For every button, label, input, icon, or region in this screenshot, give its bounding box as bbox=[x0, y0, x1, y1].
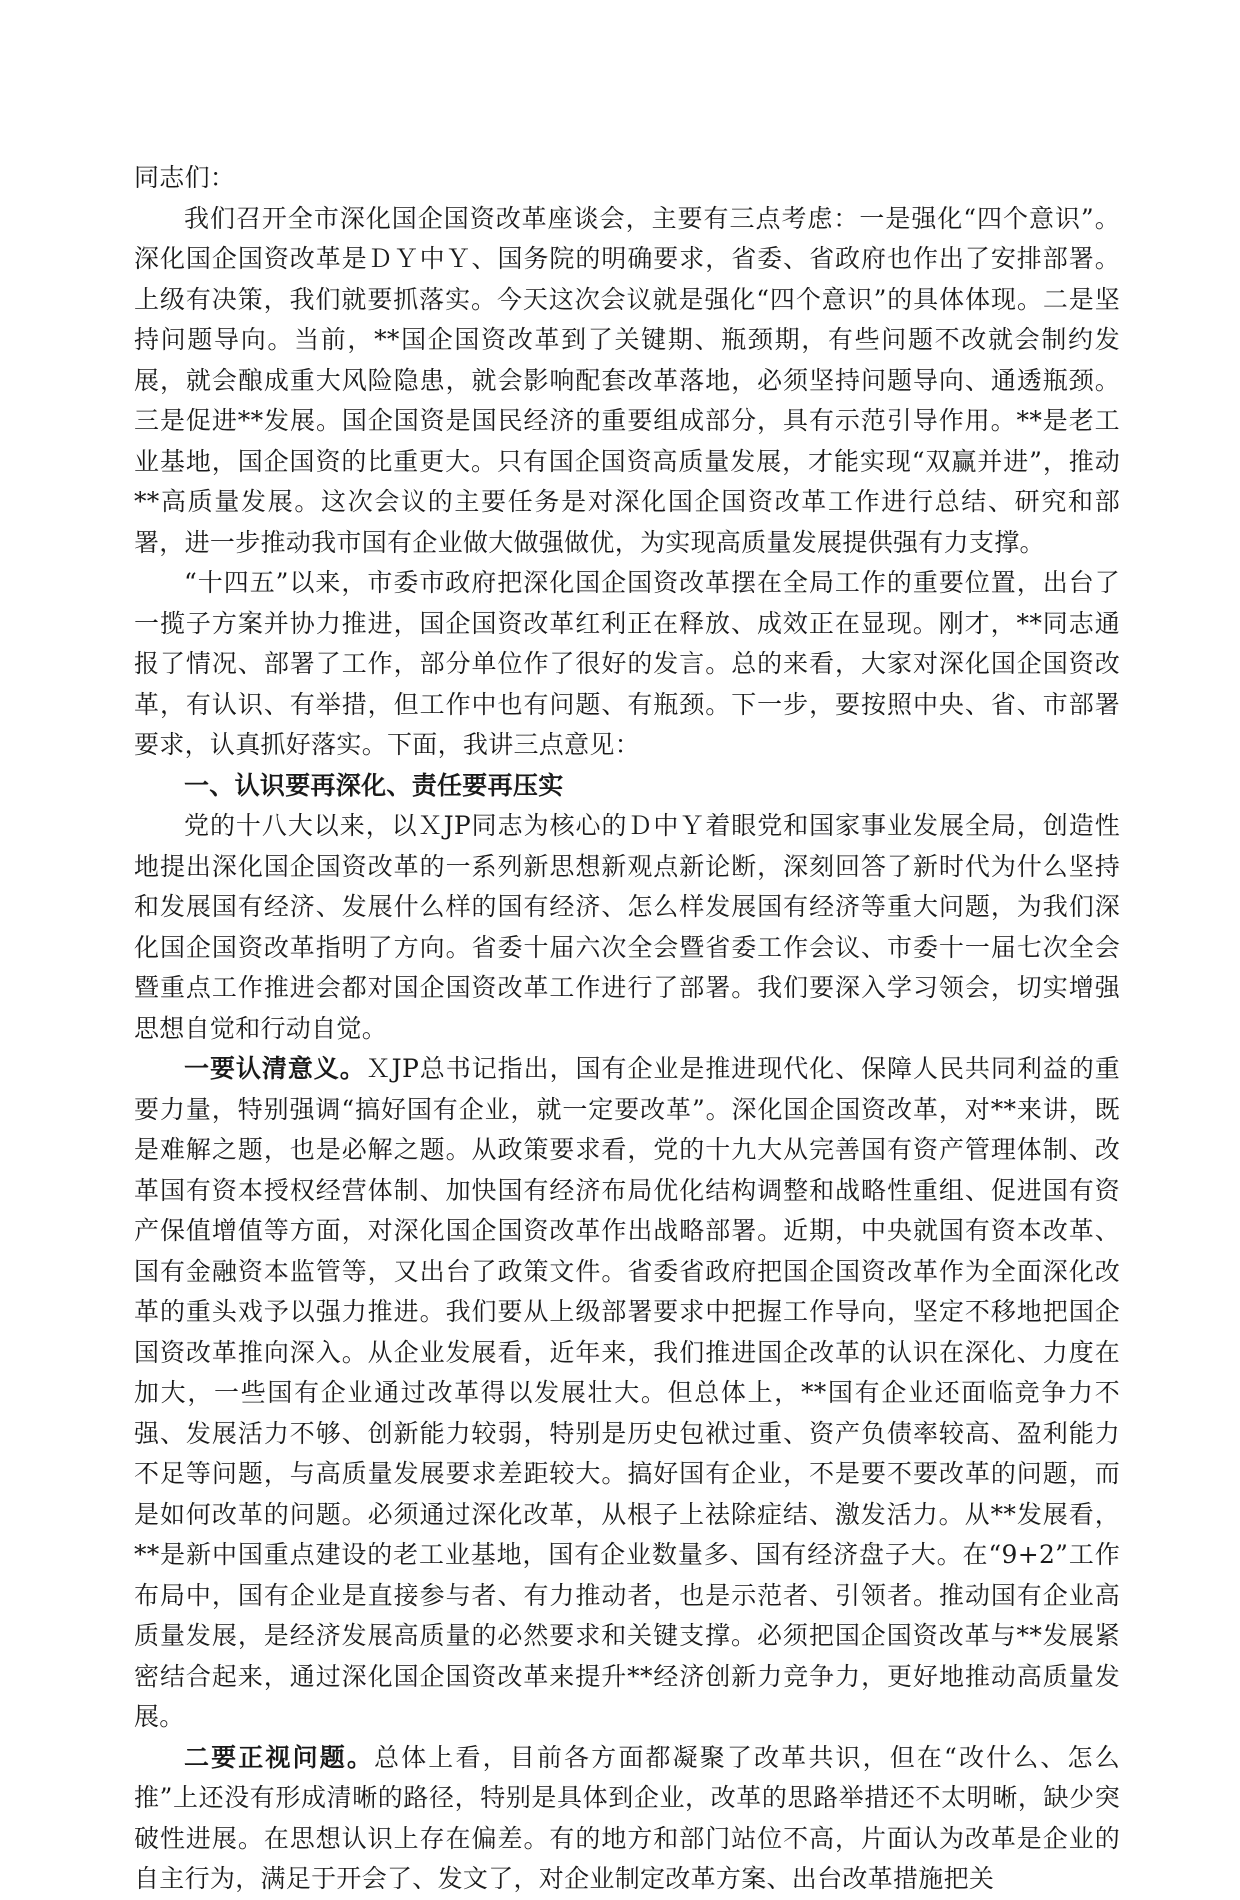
paragraph-significance bbox=[134, 1049, 1120, 1738]
salutation: 同志们： bbox=[134, 163, 236, 192]
paragraph-body-significance: ＸJP总书记指出，国有企业是推进现代化、保障人民共同利益的重要力量，特别强调“搞好国有企业，就一定要改革”。深化国企国资改革，对**来讲，既是难解之题，也是必解之题。从政策要求看，党的十九大从完善国有资产管理体制、改革国有资本授权经营体制、加快国有经济布局优化结构调整和战略性重组、促进国有资产保值增值等方面，对深化国企国资改革作出战略部署。近期，中央就国有资本改革、国有金融资本监管等，又出台了政策文件。省委省政府把国企国资改革作为全面深化改革的重头戏予以强力推进。我们要从上级部署要求中把握工作导向，坚定不移地把国企国资改革推向深入。从企业发展看，近年来，我们推进国企改革的认识在深化、力度在加大，一些国有企业通过改革得以发展壮大。但总体上，**国有企业还面临竞争力不强、发展活力不够、创新能力较弱，特别是历史包袱过重、资产负债率较高、盈利能力不足等问题，与高质量发展要求差距较大。搞好国有企业，不是要不要改革的问题，而是如何改革的问题。必须通过深化改革，从根子上祛除症结、激发活力。从**发展看，**是新中国重点建设的老工业基地，国有企业数量多、国有经济盘子大。在“9+2”工作布局中，国有企业是直接参与者、有力推动者，也是示范者、引领者。推动国有企业高质量发展，是经济发展高质量的必然要求和关键支撑。必须把国企国资改革与**发展紧密结合起来，通过深化国企国资改革来提升**经济创新力竞争力，更好地推动高质量发展。 bbox=[134, 1054, 1120, 1731]
section-heading-1: 一、认识要再深化、责任要再压实 bbox=[184, 770, 564, 800]
paragraph-intro: 我们召开全市深化国企国资改革座谈会，主要有三点考虑：一是强化“四个意识”。深化国企国资改革是ＤＹ中Ｙ、国务院的明确要求，省委、省政府也作出了安排部署。上级有决策，我们就要抓落实。今天这次会议就是强化“四个意识”的具体体现。二是坚持问题导向。当前，**国企国资改革到了关键期、瓶颈期，有些问题不改就会制约发展，就会酿成重大风险隐患，就会影响配套改革落地，必须坚持问题导向、通透瓶颈。三是促进**发展。国企国资是国民经济的重要组成部分，具有示范引导作用。**是老工业基地，国企国资的比重更大。只有国企国资高质量发展，才能实现“双赢并进”，推动**高质量发展。这次会议的主要任务是对深化国企国资改革工作进行总结、研究和部署，进一步推动我市国有企业做大做强做优，为实现高质量发展提供强有力支撑。 bbox=[134, 203, 1120, 557]
paragraph-section1-intro: 党的十八大以来，以ＸJP同志为核心的Ｄ中Ｙ着眼党和国家事业发展全局，创造性地提出深化国企国资改革的一系列新思想新观点新论断，深刻回答了新时代为什么坚持和发展国有经济、发展什么样的国有经济、怎么样发展国有经济等重大问题，为我们深化国企国资改革指明了方向。省委十届六次全会暨省委工作会议、市委十一届七次全会暨重点工作推进会都对国企国资改革工作进行了部署。我们要深入学习领会，切实增强思想自觉和行动自觉。 bbox=[134, 811, 1120, 1043]
paragraph-lead-problems: 二要正视问题。 bbox=[184, 1742, 375, 1772]
paragraph-problems bbox=[134, 1738, 1120, 1900]
paragraph-overview: “十四五”以来，市委市政府把深化国企国资改革摆在全局工作的重要位置，出台了一揽子方案并协力推进，国企国资改革红利正在释放、成效正在显现。刚才，**同志通报了情况、部署了工作，部分单位作了很好的发言。总的来看，大家对深化国企国资改革，有认识、有举措，但工作中也有问题、有瓶颈。下一步，要按照中央、省、市部署要求，认真抓好落实。下面，我讲三点意见： bbox=[134, 568, 1120, 759]
document-page bbox=[134, 158, 1120, 1900]
paragraph-lead-significance: 一要认清意义。 bbox=[184, 1054, 366, 1083]
paragraph-body-problems: 总体上看，目前各方面都凝聚了改革共识，但在“改什么、怎么推”上还没有形成清晰的路径，特别是具体到企业，改革的思路举措还不太明晰，缺少突破性进展。在思想认识上存在偏差。有的地方和部门站位不高，片面认为改革是企业的自主行为，满足于开会了、发文了，对企业制定改革方案、出台改革措施把关 bbox=[134, 1742, 1120, 1893]
